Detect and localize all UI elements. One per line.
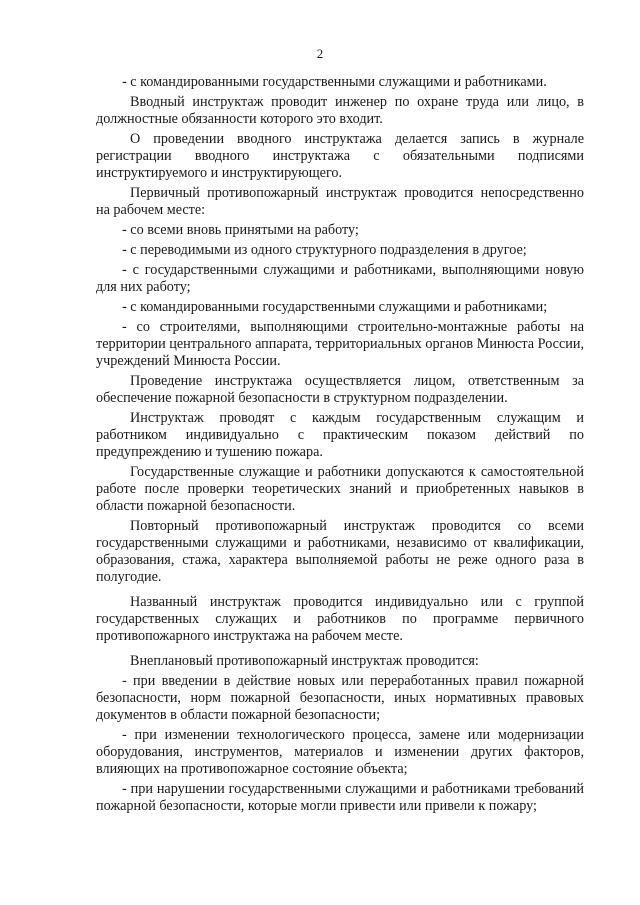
list-item-5: - со строителями, выполняющими строительно-монтажные работы на территории центрального аппарата, территориальных органов Минюста России, учреждений Минюста России.	[96, 319, 584, 369]
list-item-1: - со всеми вновь принятыми на работу;	[122, 222, 359, 238]
list-item-2: - с переводимыми из одного структурного подразделения в другое;	[122, 242, 527, 258]
paragraph-4: Первичный противопожарный инструктаж проводится непосредственно на рабочем месте:	[96, 185, 584, 218]
list-item-3: - с государственными служащими и работниками, выполняющими новую для них работу;	[96, 262, 584, 295]
paragraph-6: Инструктаж проводят с каждым государственным служащим и работником индивидуально с практическим показом действий по предупреждению и тушению пожара.	[96, 410, 584, 460]
document-body	[96, 74, 584, 818]
list-item-4: - с командированными государственными служащими и работниками;	[122, 299, 548, 315]
paragraph-10: Внеплановый противопожарный инструктаж проводится:	[130, 653, 479, 669]
paragraph-7: Государственные служащие и работники допускаются к самостоятельной работе после проверки теоретических знаний и приобретенных навыков в области пожарной безопасности.	[96, 464, 584, 514]
page-number: 2	[316, 46, 324, 61]
list-item-7: - при изменении технологического процесса, замене или модернизации оборудования, инструментов, материалов и изменении других факторов, влияющих на противопожарное состояние объекта;	[96, 727, 584, 777]
list-item-6: - при введении в действие новых или переработанных правил пожарной безопасности, норм пожарной безопасности, иных нормативных правовых документов в области пожарной безопасности;	[96, 673, 584, 723]
paragraph-8: Повторный противопожарный инструктаж проводится со всеми государственными служащими и работниками, независимо от квалификации, образования, стажа, характера выполняемой работы не реже одного раза в полугодие.	[96, 518, 584, 585]
paragraph-9: Названный инструктаж проводится индивидуально или с группой государственных служащих и работников по программе первичного противопожарного инструктажа на рабочем месте.	[96, 594, 584, 644]
paragraph-5: Проведение инструктажа осуществляется лицом, ответственным за обеспечение пожарной безопасности в структурном подразделении.	[96, 373, 584, 406]
paragraph-2: Вводный инструктаж проводит инженер по охране труда или лицо, в должностные обязанности которого это входит.	[96, 94, 584, 127]
paragraph-1: - с командированными государственными служащими и работниками.	[122, 74, 547, 90]
list-item-8: - при нарушении государственными служащими и работниками требований пожарной безопасности, которые могли привести или привели к пожару;	[96, 781, 584, 814]
paragraph-3: О проведении вводного инструктажа делается запись в журнале регистрации вводного инструктажа с обязательными подписями инструктируемого и инструктирующего.	[96, 131, 584, 181]
